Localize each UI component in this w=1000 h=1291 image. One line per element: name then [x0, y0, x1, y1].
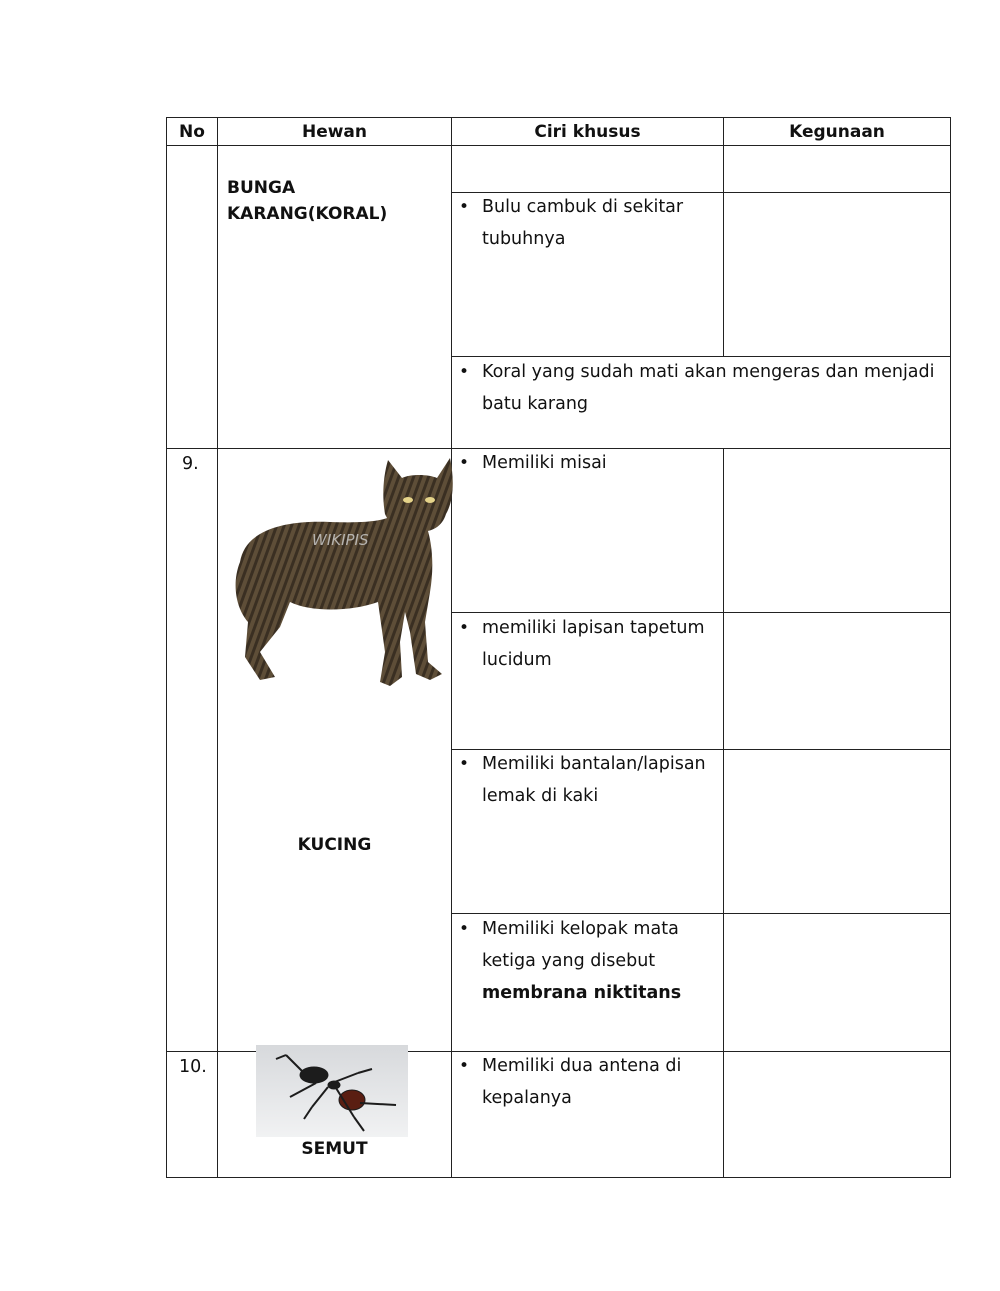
ciri-kucing-3: • Memiliki bantalan/lapisan lemak di kaki: [452, 748, 727, 812]
ciri-kucing-1: • Memiliki misai: [452, 447, 712, 479]
cat-image-watermark: WIKIPIS: [312, 531, 369, 549]
table-border-left: [166, 117, 167, 1178]
animal-name-semut: SEMUT: [301, 1139, 368, 1159]
table-border-col3-a: [723, 117, 724, 357]
cat-image: [220, 452, 455, 690]
table-border-bottom: [166, 1177, 951, 1178]
table-border-col1: [217, 117, 218, 1178]
table-border-col3-b: [723, 448, 724, 1178]
header-no: No: [179, 122, 205, 142]
header-kegunaan: Kegunaan: [789, 122, 885, 142]
animal-name-koral: BUNGA KARANG(KORAL): [227, 178, 388, 224]
cat-body: [236, 458, 453, 686]
row-number-10: 10.: [179, 1057, 207, 1077]
ciri-koral-2: • Bulu cambuk di sekitar tubuhnya: [452, 191, 712, 255]
header-hewan: Hewan: [301, 122, 368, 142]
row-number-9: 9.: [182, 454, 199, 474]
header-ciri-khusus: Ciri khusus: [534, 122, 641, 142]
ant-image: [256, 1045, 408, 1137]
ciri-kucing-2: • memiliki lapisan tapetum lucidum: [452, 612, 717, 676]
ciri-kucing-4-bold: membrana niktitans: [482, 983, 682, 1003]
animal-name-kucing: KUCING: [297, 835, 372, 855]
ciri-semut-1: • Memiliki dua antena di kepalanya: [452, 1050, 712, 1114]
ciri-koral-3: • Koral yang sudah mati akan mengeras dan menjadi batu karang: [452, 356, 952, 420]
ciri-kucing-4: [452, 913, 712, 1009]
table-border-right: [950, 117, 951, 1178]
ciri-kucing-4-text: Memiliki kelopak mata ketiga yang disebut: [482, 919, 679, 971]
